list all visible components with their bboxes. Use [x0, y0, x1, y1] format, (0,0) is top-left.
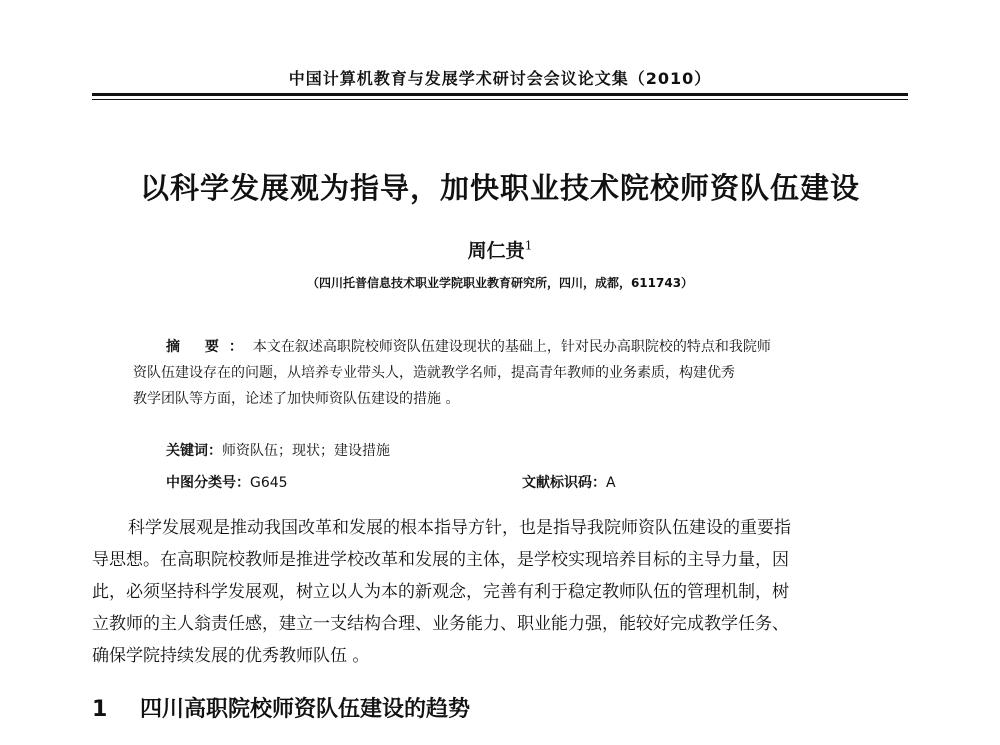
clc-value: G645 [250, 475, 288, 491]
header-rule-thick [92, 93, 908, 96]
running-header: 中国计算机教育与发展学术研讨会会议论文集（2010） [288, 69, 712, 88]
keywords [166, 440, 390, 460]
abstract-text: 本文在叙述高职院校师资队伍建设现状的基础上，针对民办高职院校的特点和我院师 [252, 339, 771, 355]
abstract-line: 资队伍建设存在的问题，从培养专业带头人，造就教学名师，提高青年教师的业务素质，构建优秀 [133, 365, 735, 381]
affiliation: （四川托普信息技术职业学院职业教育研究所，四川，成都，611743） [306, 276, 694, 290]
section-heading [92, 692, 470, 723]
body-line: 导思想。在高职院校教师是推进学校改革和发展的主体，是学校实现培养目标的主导力量，因 [92, 550, 789, 570]
body-line: 立教师的主人翁责任感，建立一支结构合理、业务能力、职业能力强，能较好完成教学任务、 [92, 614, 789, 634]
paper-title: 以科学发展观为指导，加快职业技术院校师资队伍建设 [139, 171, 860, 205]
document-code-value: A [606, 475, 616, 491]
abstract-line: 教学团队等方面，论述了加快师资队伍建设的措施 。 [133, 391, 460, 407]
body-line: 科学发展观是推动我国改革和发展的根本指导方针，也是指导我院师资队伍建设的重要指 [128, 518, 791, 538]
author [300, 236, 700, 263]
abstract [133, 334, 873, 412]
body-paragraph [92, 512, 912, 672]
keywords-value: 师资队伍；现状；建设措施 [222, 443, 390, 459]
section-number: 1 [92, 697, 108, 722]
body-line: 确保学院持续发展的优秀教师队伍 。 [92, 646, 370, 666]
author-name: 周仁贵 [467, 240, 525, 262]
body-line: 此，必须坚持科学发展观，树立以人为本的新观念，完善有利于稳定教师队伍的管理机制，树 [92, 582, 789, 602]
document-code-label: 文献标识码： [522, 475, 606, 491]
classification-number [166, 472, 288, 492]
author-superscript: 1 [524, 238, 533, 253]
keywords-label: 关键词： [166, 443, 222, 459]
abstract-line [133, 334, 873, 360]
document-code [522, 472, 616, 492]
header-rule-thin [92, 99, 908, 100]
clc-label: 中图分类号： [166, 475, 250, 491]
section-title: 四川高职院校师资队伍建设的趋势 [140, 697, 471, 722]
abstract-label: 摘 要： [166, 339, 253, 355]
